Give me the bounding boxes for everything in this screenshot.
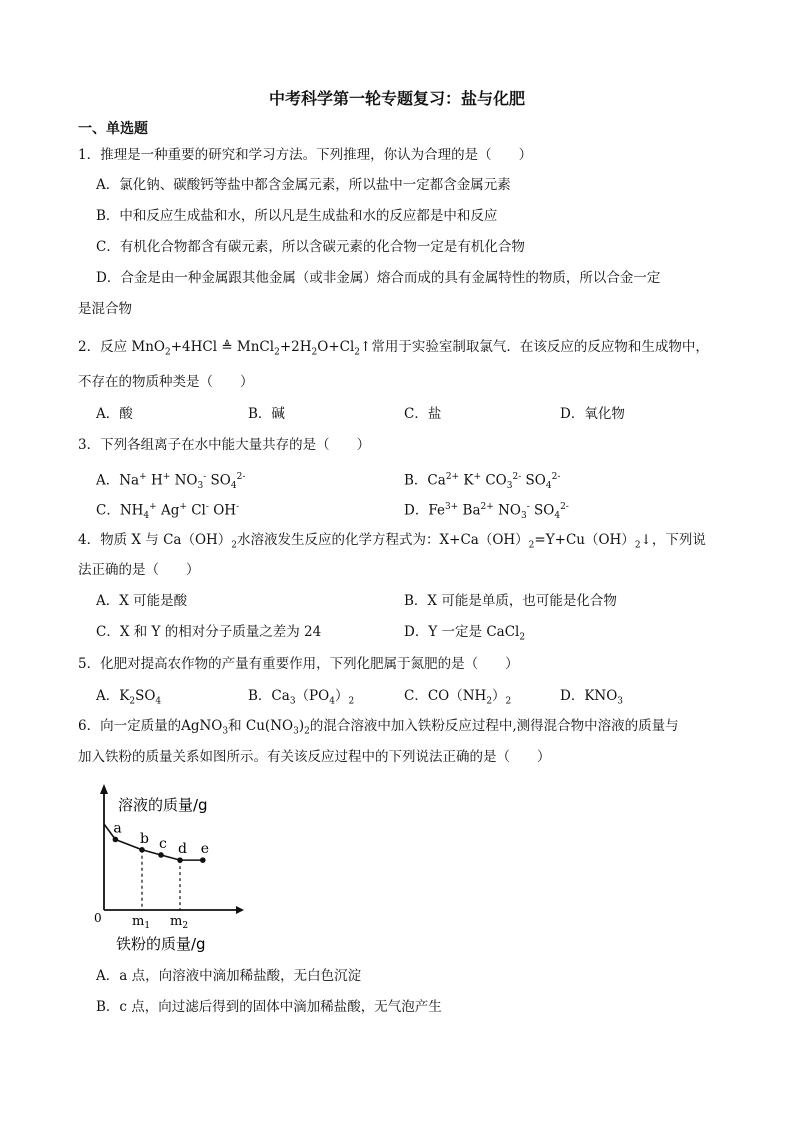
question-3-stem: 3．下列各组离子在水中能大量共存的是（ ） <box>78 437 371 453</box>
question-2-option-b[interactable]: B．碱 <box>248 406 285 422</box>
question-4-option-c[interactable]: C．X 和 Y 的相对分子质量之差为 24 <box>96 624 322 640</box>
section-heading: 一、单选题 <box>78 121 148 137</box>
iron-powder-chart <box>88 782 248 952</box>
point-c <box>158 852 164 858</box>
question-4-option-a[interactable]: A．X 可能是酸 <box>96 593 188 609</box>
y-axis-arrow <box>100 784 108 794</box>
question-1-option-c[interactable]: C．有机化合物都含有碳元素，所以含碳元素的化合物一定是有机化合物 <box>96 239 525 255</box>
question-5-option-c[interactable]: C．$CO(NH_2)_2$ <box>404 688 512 707</box>
question-1-stem: 1．推理是一种重要的研究和学习方法。下列推理，你认为合理的是（ ） <box>78 147 533 163</box>
point-e <box>200 857 206 863</box>
point-a <box>113 837 119 843</box>
question-3-option-d[interactable]: D．$Fe^{3+}$ $Ba^{2+}$ $NO_3^-$ $SO_4^{2-}$ <box>404 502 569 522</box>
question-2-option-c[interactable]: C．盐 <box>404 406 442 422</box>
question-5-stem: 5．化肥对提高农作物的产量有重要作用，下列化肥属于氮肥的是（ ） <box>78 656 519 672</box>
point-label-a: a <box>113 820 122 837</box>
question-2-option-d[interactable]: D．氧化物 <box>560 406 625 422</box>
question-3-option-b[interactable]: B．$Ca^{2+}$ K+ $CO_3^{2-}$ $SO_4^{2-}$ <box>404 472 561 492</box>
point-label-c: c <box>159 835 167 852</box>
question-4-option-d[interactable]: D．Y 一定是 CaCl$_2$ <box>404 624 526 643</box>
question-6-option-b[interactable]: B．c 点，向过滤后得到的固体中滴加稀盐酸，无气泡产生 <box>96 999 442 1015</box>
question-2-stem: 2．反应 MnO$_2$+4HCl ≜ $MnCl_2+2H_2O+Cl_2↑$常用于实验室制取氯气．在该反应的反应物和生成物中， <box>78 339 709 358</box>
tick-label-m1: $m_1$ <box>132 914 151 931</box>
question-4-stem: 4．物质 X 与 $Ca(OH)_2$水溶液发生反应的化学方程式为：$X+Ca(OH)_2=Y+Cu(OH)_2↓$，下列说 <box>78 532 706 551</box>
question-5-option-d[interactable]: D．$KNO_3$ <box>560 688 624 707</box>
question-5-option-b[interactable]: B．$Ca_3(PO_4)_2$ <box>248 688 355 707</box>
question-3-option-c[interactable]: C．$NH_4^+$ Ag+ Cl- OH- <box>96 502 240 522</box>
question-4-stem-cont: 法正确的是（ ） <box>78 562 200 578</box>
question-1-option-a[interactable]: A．氯化钠、碳酸钙等盐中都含金属元素，所以盐中一定都含金属元素 <box>96 177 511 193</box>
page-title: 中考科学第一轮专题复习：盐与化肥 <box>268 89 525 108</box>
question-2-option-a[interactable]: A．酸 <box>96 406 133 422</box>
point-label-b: b <box>140 830 149 847</box>
question-1-option-d[interactable]: D．合金是由一种金属跟其他金属（或非金属）熔合而成的具有金属特性的物质，所以合金一定 <box>96 270 661 286</box>
question-1-option-d-cont: 是混合物 <box>78 301 132 317</box>
tick-label-m2: $m_2$ <box>170 914 189 931</box>
question-6-stem: 6．向一定质量的AgNO$_3$和 $Cu(NO_3)_2$的混合溶液中加入铁粉反应过程中,测得混合物中溶液的质量与 <box>78 718 679 737</box>
origin-label: 0 <box>94 911 102 925</box>
question-4-option-b[interactable]: B．X 可能是单质，也可能是化合物 <box>404 593 617 609</box>
question-6-option-a[interactable]: A．a 点，向溶液中滴加稀盐酸，无白色沉淀 <box>96 968 362 984</box>
point-label-d: d <box>178 841 187 858</box>
question-2-stem-cont: 不存在的物质种类是（ ） <box>78 374 254 390</box>
question-1-option-b[interactable]: B．中和反应生成盐和水，所以凡是生成盐和水的反应都是中和反应 <box>96 208 498 224</box>
point-label-e: e <box>200 841 210 858</box>
question-5-option-a[interactable]: A．$K_2SO_4$ <box>96 688 162 707</box>
x-axis-arrow <box>236 906 244 914</box>
question-6-stem-cont: 加入铁粉的质量关系如图所示。有关该反应过程中的下列说法正确的是（ ） <box>78 749 551 765</box>
x-axis-label: 铁粉的质量/g <box>116 935 206 952</box>
y-axis-label: 溶液的质量/g <box>118 796 208 814</box>
question-3-option-a[interactable]: A．Na+ H+ $NO_3^-$ $SO_4^{2-}$ <box>96 472 246 492</box>
point-d <box>177 857 183 863</box>
point-b <box>139 847 145 853</box>
